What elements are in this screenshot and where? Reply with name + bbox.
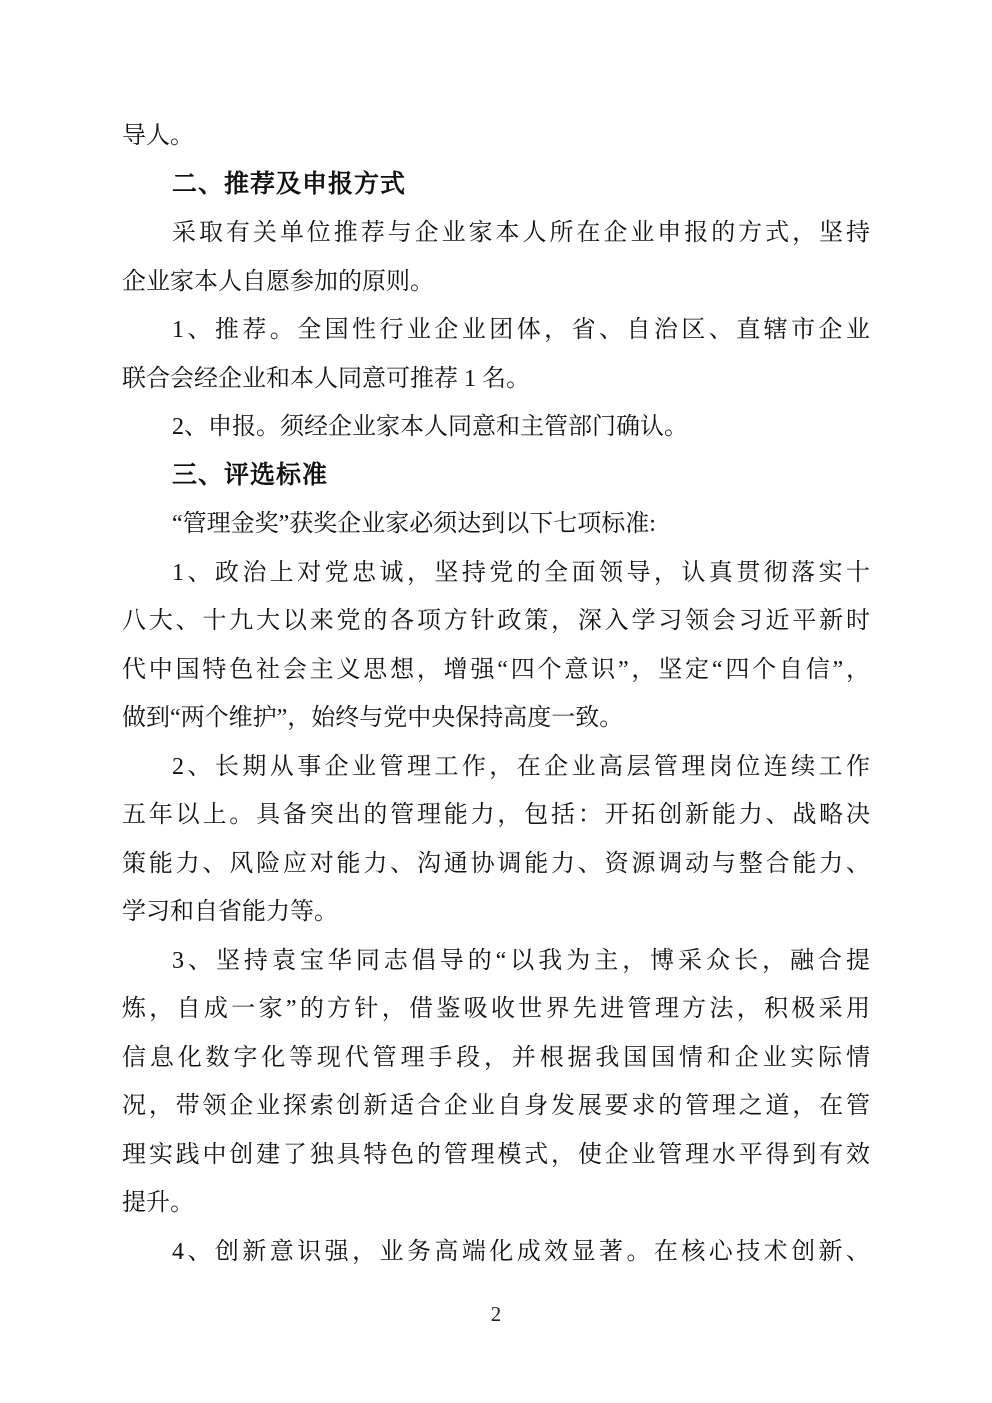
document-line: 1、推荐。全国性行业企业团体，省、自治区、直辖市企业	[172, 317, 870, 343]
section-heading: 二、推荐及申报方式	[172, 170, 407, 198]
document-line: “管理金奖”获奖企业家必须达到以下七项标准:	[172, 511, 656, 537]
document-line: 八大、十九大以来党的各项方针政策，深入学习领会习近平新时	[122, 608, 870, 634]
document-line: 导人。	[122, 123, 194, 149]
document-line: 学习和自省能力等。	[122, 899, 338, 925]
document-line: 联合会经企业和本人同意可推荐 1 名。	[122, 365, 530, 392]
document-line: 2、长期从事企业管理工作，在企业高层管理岗位连续工作	[172, 753, 870, 780]
document-line: 做到“两个维护”，始终与党中央保持高度一致。	[122, 705, 624, 731]
document-line: 3、坚持袁宝华同志倡导的“以我为主，博采众长，融合提	[172, 947, 870, 974]
document-line: 企业家本人自愿参加的原则。	[122, 268, 434, 295]
document-line: 采取有关单位推荐与企业家本人所在企业申报的方式，坚持	[172, 220, 870, 246]
document-line: 炼，自成一家”的方针，借鉴吸收世界先进管理方法，积极采用	[122, 996, 870, 1022]
document-line: 策能力、风险应对能力、沟通协调能力、资源调动与整合能力、	[122, 850, 870, 877]
page-number: 2	[490, 1302, 502, 1326]
document-line: 五年以上。具备突出的管理能力，包括：开拓创新能力、战略决	[122, 802, 870, 828]
document-line: 4、创新意识强，业务高端化成效显著。在核心技术创新、	[172, 1238, 870, 1265]
document-line: 信息化数字化等现代管理手段，并根据我国国情和企业实际情	[122, 1044, 870, 1071]
document-line: 理实践中创建了独具特色的管理模式，使企业管理水平得到有效	[122, 1141, 870, 1168]
document-line: 提升。	[122, 1190, 194, 1216]
document-text-block	[122, 112, 870, 1276]
document-line: 代中国特色社会主义思想，增强“四个意识”，坚定“四个自信”，	[122, 656, 870, 683]
document-line: 1、政治上对党忠诚，坚持党的全面领导，认真贯彻落实十	[172, 559, 870, 586]
document-line: 况，带领企业探索创新适合企业自身发展要求的管理之道，在管	[122, 1093, 870, 1119]
document-line: 2、申报。须经企业家本人同意和主管部门确认。	[172, 414, 688, 440]
section-heading: 三、评选标准	[172, 461, 329, 489]
